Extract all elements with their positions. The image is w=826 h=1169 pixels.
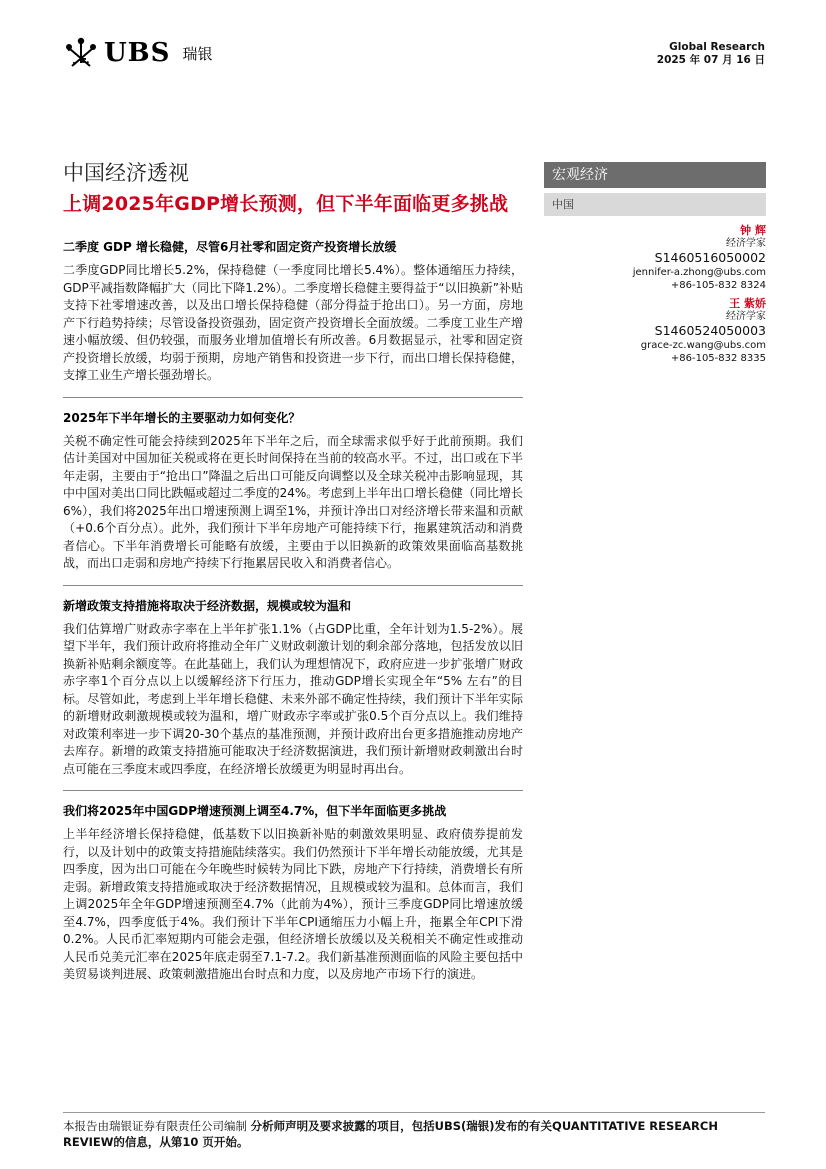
section-body: 我们估算增广财政赤字率在上半年扩张1.1%（占GDP比重，全年计划为1.5-2%）。展望下半年，我们预计政府将推动全年广义财政刺激计划的剩余部分落地，包括发放以旧换新补贴剩余额度等。在此基础上，我们认为理想情况下，政府应进一步扩张增广财政赤字率1个百分点以上以缓解经济下行压力，推动GDP增长实现全年“5% 左右”的目标。尽管如此，考虑到上半年增长稳健、未来外部不确定性持续，我们预计下半年实际的新增财政刺激规模或较为温和，增广财政赤字率或扩张0.5个百分点以上。我们维持对政策利率进一步下调20-30个基点的基准预测，并预计政府出台更多措施推动房地产去库存。新增的政策支持措施可能取决于经济数据演进，我们预计新增财政刺激出台时点可能在三季度末或四季度，在经济增长放缓更为明显时再出台。 [63, 621, 523, 776]
sidebar [544, 162, 766, 365]
analyst-name: 王 紫娇 [729, 297, 766, 310]
report-headline: 上调2025年GDP增长预测，但下半年面临更多挑战 [63, 193, 509, 215]
section-divider [63, 790, 523, 791]
main-content [63, 160, 523, 984]
research-label: Global Research [669, 41, 765, 53]
analyst-license: S1460524050003 [654, 323, 766, 338]
logo-wordmark: UBS [104, 38, 171, 68]
category-badge: 宏观经济 [544, 162, 766, 188]
analyst-name: 钟 辉 [740, 224, 766, 237]
section-divider [63, 397, 523, 398]
analyst-email[interactable]: jennifer-a.zhong@ubs.com [632, 267, 766, 278]
section-heading: 我们将2025年中国GDP增速预测上调至4.7%，但下半年面临更多挑战 [63, 804, 447, 818]
footer-disclosure-link[interactable]: 分析师声明及要求披露的项目，包括UBS(瑞银)发布的有关QUANTITATIVE RESEARCH REVIEW的信息，从第10 页开始。 [63, 1119, 718, 1149]
analyst-email[interactable]: grace-zc.wang@ubs.com [640, 340, 766, 351]
report-date: 2025 年 07 月 16 日 [656, 54, 765, 66]
section-body: 二季度GDP同比增长5.2%，保持稳健（一季度同比增长5.4%）。整体通缩压力持续，GDP平减指数降幅扩大（同比下降1.2%）。二季度增长稳健主要得益于“以旧换新”补贴支持下社零增速改善，以及出口增长保持稳健（部分得益于抢出口）。另一方面，房地产下行趋势持续；尽管设备投资强劲，固定资产投资增长全面放缓。二季度工业生产增速小幅放缓、但仍较强，而服务业增加值增长有所改善。6月数据显示，社零和固定资产投资增长放缓，均弱于预期，房地产销售和投资进一步下行，而出口增长保持稳健，支撑工业生产增长强劲增长。 [63, 263, 523, 382]
region-badge: 中国 [544, 193, 766, 216]
analyst-phone: +86-105-832 8335 [670, 353, 766, 364]
analyst-card [544, 224, 766, 292]
section-h2-drivers [63, 410, 523, 573]
logo-chinese-name: 瑞银 [182, 44, 213, 63]
footer-disclaimer [63, 1118, 765, 1150]
footer-prefix: 本报告由瑞银证券有限责任公司编制 [63, 1119, 247, 1133]
analyst-license: S1460516050002 [654, 250, 766, 265]
section-policy-support [63, 598, 523, 779]
section-heading: 新增政策支持措施将取决于经济数据，规模或较为温和 [63, 598, 352, 613]
section-q2-gdp [63, 239, 523, 385]
footer-divider [63, 1112, 765, 1113]
section-heading: 二季度 GDP 增长稳健，尽管6月社零和固定资产投资增长放缓 [63, 240, 397, 254]
report-meta [657, 41, 765, 67]
ubs-logo [64, 36, 212, 70]
analyst-phone: +86-105-832 8324 [670, 280, 766, 291]
section-body: 上半年经济增长保持稳健，低基数下以旧换新补贴的刺激效果明显、政府债券提前发行，以及计划中的政策支持措施陆续落实。我们仍然预计下半年增长动能放缓，尤其是四季度，因为出口可能在今年晚些时候转为同比下跌，房地产下行持续，消费增长有所走弱。新增政策支持措施或取决于经济数据情况，且规模或较为温和。总体而言，我们上调2025年全年GDP增速预测至4.7%（此前为4%），预计三季度GDP同比增速放缓至4.7%，四季度低于4%。我们预计下半年CPI通缩压力小幅上升，拖累全年CPI下滑0.2%。人民币汇率短期内可能会走强，但经济增长放缓以及关税相关不确定性或推动人民币兑美元汇率在2025年底走弱至7.1-7.2。我们新基准预测面临的风险主要包括中美贸易谈判进展、政策刺激措施出台时点和力度，以及房地产市场下行的演进。 [63, 827, 523, 981]
series-title: 中国经济透视 [63, 161, 189, 185]
section-heading: 2025年下半年增长的主要驱动力如何变化？ [63, 410, 301, 425]
analyst-title: 经济学家 [726, 238, 766, 249]
section-body: 关税不确定性可能会持续到2025年下半年之后，而全球需求似乎好于此前预期。我们估计美国对中国加征关税或将在更长时间保持在当前的较高水平。不过，出口或在下半年走弱，主要由于“抢出口”降温之后出口可能反向调整以及全球关税冲击影响显现，其中中国对美出口同比跌幅或超过二季度的24%。考虑到上半年出口增长稳健（同比增长6%），我们将2025年出口增速预测上调至1%，并预计净出口对经济增长带来温和贡献（+0.6个百分点）。此外，我们预计下半年房地产可能持续下行，拖累建筑活动和消费者信心。下半年消费增长可能略有放缓，主要由于以旧换新的政策效果面临高基数挑战，而出口走弱和房地产持续下行拖累居民收入和消费者信心。 [63, 433, 523, 570]
section-divider [63, 585, 523, 586]
analyst-title: 经济学家 [726, 311, 766, 322]
analyst-card [544, 297, 766, 365]
section-gdp-forecast [63, 803, 523, 984]
ubs-keys-icon [64, 36, 98, 70]
